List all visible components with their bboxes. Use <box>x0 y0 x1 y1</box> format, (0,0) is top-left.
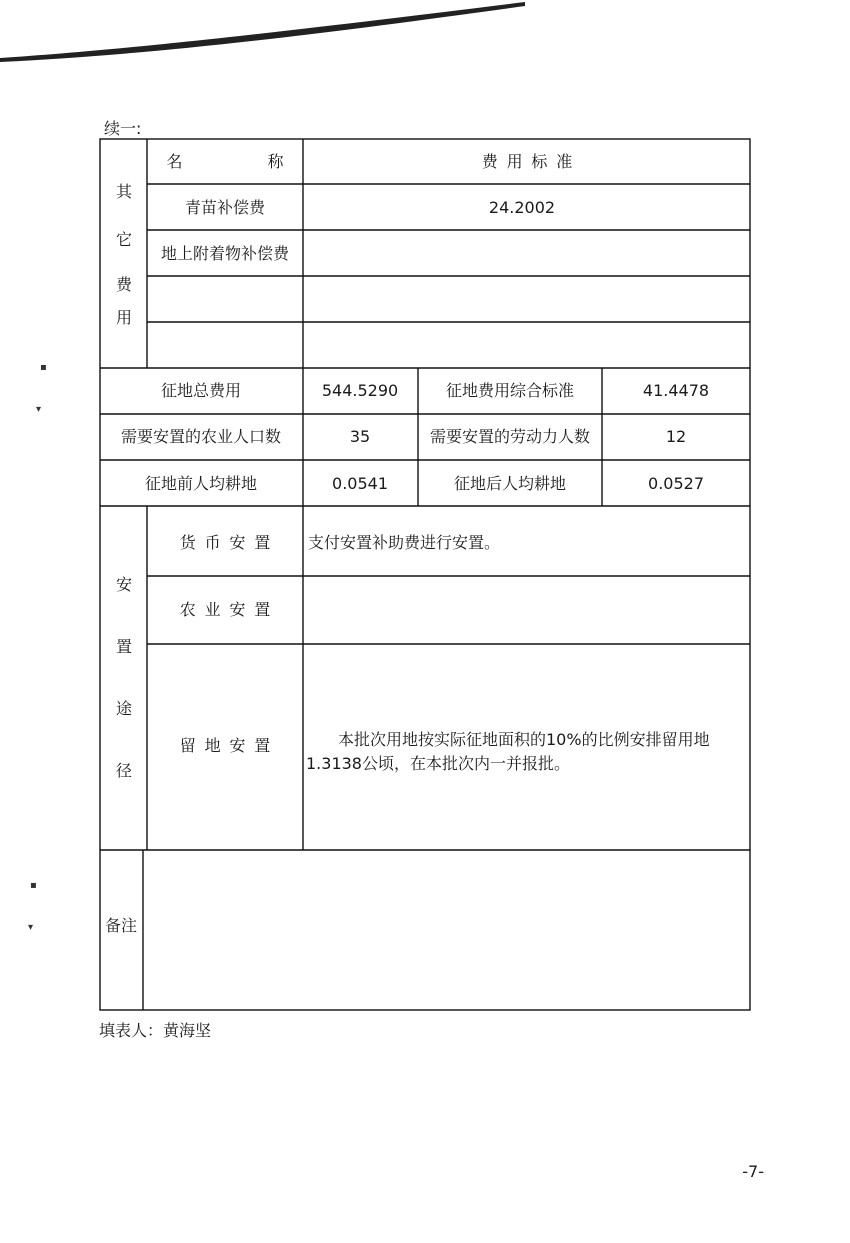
scan-speck: ▪ <box>30 880 37 891</box>
summary-label: 征地费用综合标准 <box>445 381 575 401</box>
remarks-label: 备注 <box>104 916 138 936</box>
summary-value: 35 <box>349 427 371 447</box>
resettlement-type: 货币安置 <box>179 533 279 553</box>
summary-value: 12 <box>665 427 687 447</box>
summary-value: 0.0527 <box>648 474 704 494</box>
section-char: 其 <box>115 182 132 201</box>
resettlement-content: 本批次用地按实际征地面积的10%的比例安排留用地1.3138公顷，在本批次内一并报批。 <box>306 730 710 773</box>
column-header-standard: 费用标准 <box>481 152 581 172</box>
continuation-label: 续一: <box>104 119 142 138</box>
cost-item-name: 青苗补偿费 <box>184 198 266 218</box>
cost-item-value: 24.2002 <box>488 198 556 218</box>
section-char: 用 <box>115 308 132 327</box>
section-char: 径 <box>115 761 132 780</box>
summary-label: 需要安置的农业人口数 <box>120 427 282 447</box>
section-char: 途 <box>115 699 132 718</box>
summary-label: 需要安置的劳动力人数 <box>429 427 591 447</box>
summary-label: 征地总费用 <box>160 381 242 401</box>
resettlement-type: 农业安置 <box>179 600 279 620</box>
scan-speck: ▾ <box>28 922 34 933</box>
summary-value: 41.4478 <box>642 381 710 401</box>
section-char: 置 <box>115 637 132 656</box>
resettlement-content: 支付安置补助费进行安置。 <box>308 533 501 553</box>
summary-value: 544.5290 <box>321 381 399 401</box>
section-char: 它 <box>115 230 132 249</box>
resettlement-type: 留地安置 <box>179 736 279 756</box>
scan-speck: ▾ <box>36 404 42 415</box>
summary-label: 征地前人均耕地 <box>144 474 258 494</box>
scan-speck: ▪ <box>40 362 47 373</box>
section-char: 费 <box>115 275 132 294</box>
summary-value: 0.0541 <box>332 474 388 494</box>
summary-label: 征地后人均耕地 <box>453 474 567 494</box>
cost-item-name: 地上附着物补偿费 <box>160 244 290 264</box>
column-header-name: 名 称 <box>166 152 324 172</box>
page-number: -7- <box>742 1162 764 1181</box>
section-char: 安 <box>115 575 132 594</box>
form-filler: 填表人：黄海坚 <box>99 1021 212 1040</box>
